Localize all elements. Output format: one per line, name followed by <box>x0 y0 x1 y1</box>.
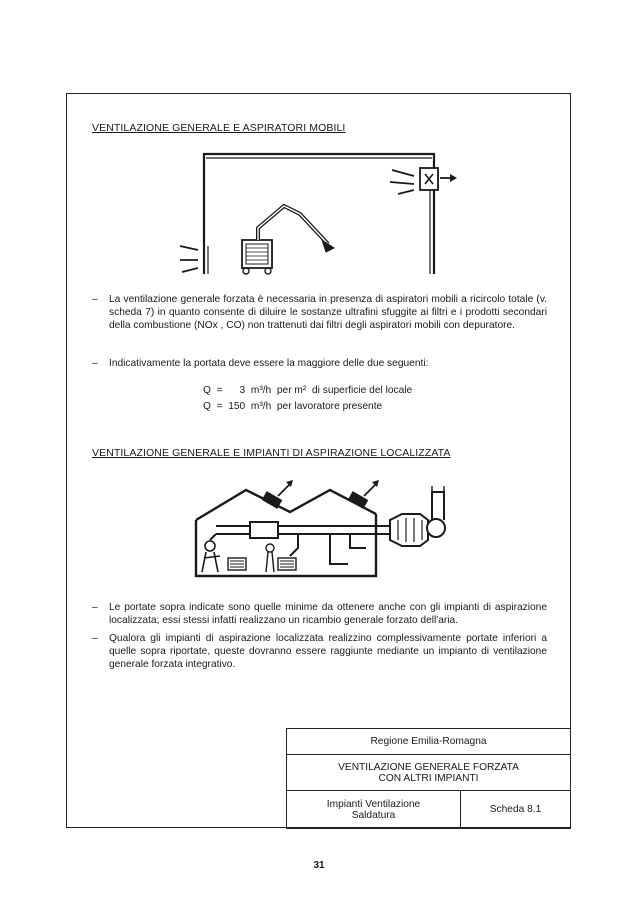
section1-bullet-1 <box>92 293 547 332</box>
formula-surface: Q = 3 m³/h per m² di superficie del locale <box>203 385 413 396</box>
title-cell <box>287 755 571 791</box>
title-line-2: CON ALTRI IMPIANTI <box>378 772 479 784</box>
section2-bullet-2 <box>92 632 547 671</box>
section1-bullet-2 <box>92 357 547 370</box>
section2-bullet-1 <box>92 601 547 627</box>
bullet-text: La ventilazione generale forzata è necessaria in presenza di aspiratori mobili a ricircolo totale (v. scheda 7) in quanto consente di diluire le sostanze ultrafini sfuggite ai filtri e i prodotti secondari della combustione (NOx , CO) non trattenuti dai filtri degli aspiratori mobili con depuratore. <box>109 294 547 331</box>
figure-mobile-aspirator <box>176 148 466 280</box>
bullet-text: Le portate sopra indicate sono quelle minime da ottenere anche con gli impianti di aspirazione localizzata; essi stessi infatti realizzano un ricambio generale forzato dell'aria. <box>109 602 547 626</box>
bullet-dash: – <box>92 294 98 305</box>
info-box <box>286 728 571 829</box>
bullet-dash: – <box>92 358 98 369</box>
bullet-text: Indicativamente la portata deve essere la maggiore delle due seguenti: <box>109 358 429 369</box>
category-line-1: Impianti Ventilazione <box>326 798 421 810</box>
category-cell <box>287 791 461 829</box>
category-line-2: Saldatura <box>351 809 396 821</box>
bullet-text: Qualora gli impianti di aspirazione localizzata realizzino complessivamente portate inferiori a quelle sopra riportate, queste dovranno essere raggiunte mediante un impianto di ventilazione generale forzata integrativo. <box>109 633 547 670</box>
section1-heading: VENTILAZIONE GENERALE E ASPIRATORI MOBILI <box>92 122 346 134</box>
sheet-cell <box>461 791 571 829</box>
bullet-dash: – <box>92 602 98 613</box>
formula-worker: Q = 150 m³/h per lavoratore presente <box>203 401 383 412</box>
bullet-dash: – <box>92 633 98 644</box>
region-label: Regione Emilia-Romagna <box>370 736 487 747</box>
figure-localized-exhaust <box>180 476 452 580</box>
sheet-label: Scheda 8.1 <box>489 804 542 815</box>
region-cell <box>287 729 571 755</box>
page-number: 31 <box>313 860 325 871</box>
title-line-1: VENTILAZIONE GENERALE FORZATA <box>338 761 519 773</box>
section2-heading: VENTILAZIONE GENERALE E IMPIANTI DI ASPIRAZIONE LOCALIZZATA <box>92 447 451 459</box>
